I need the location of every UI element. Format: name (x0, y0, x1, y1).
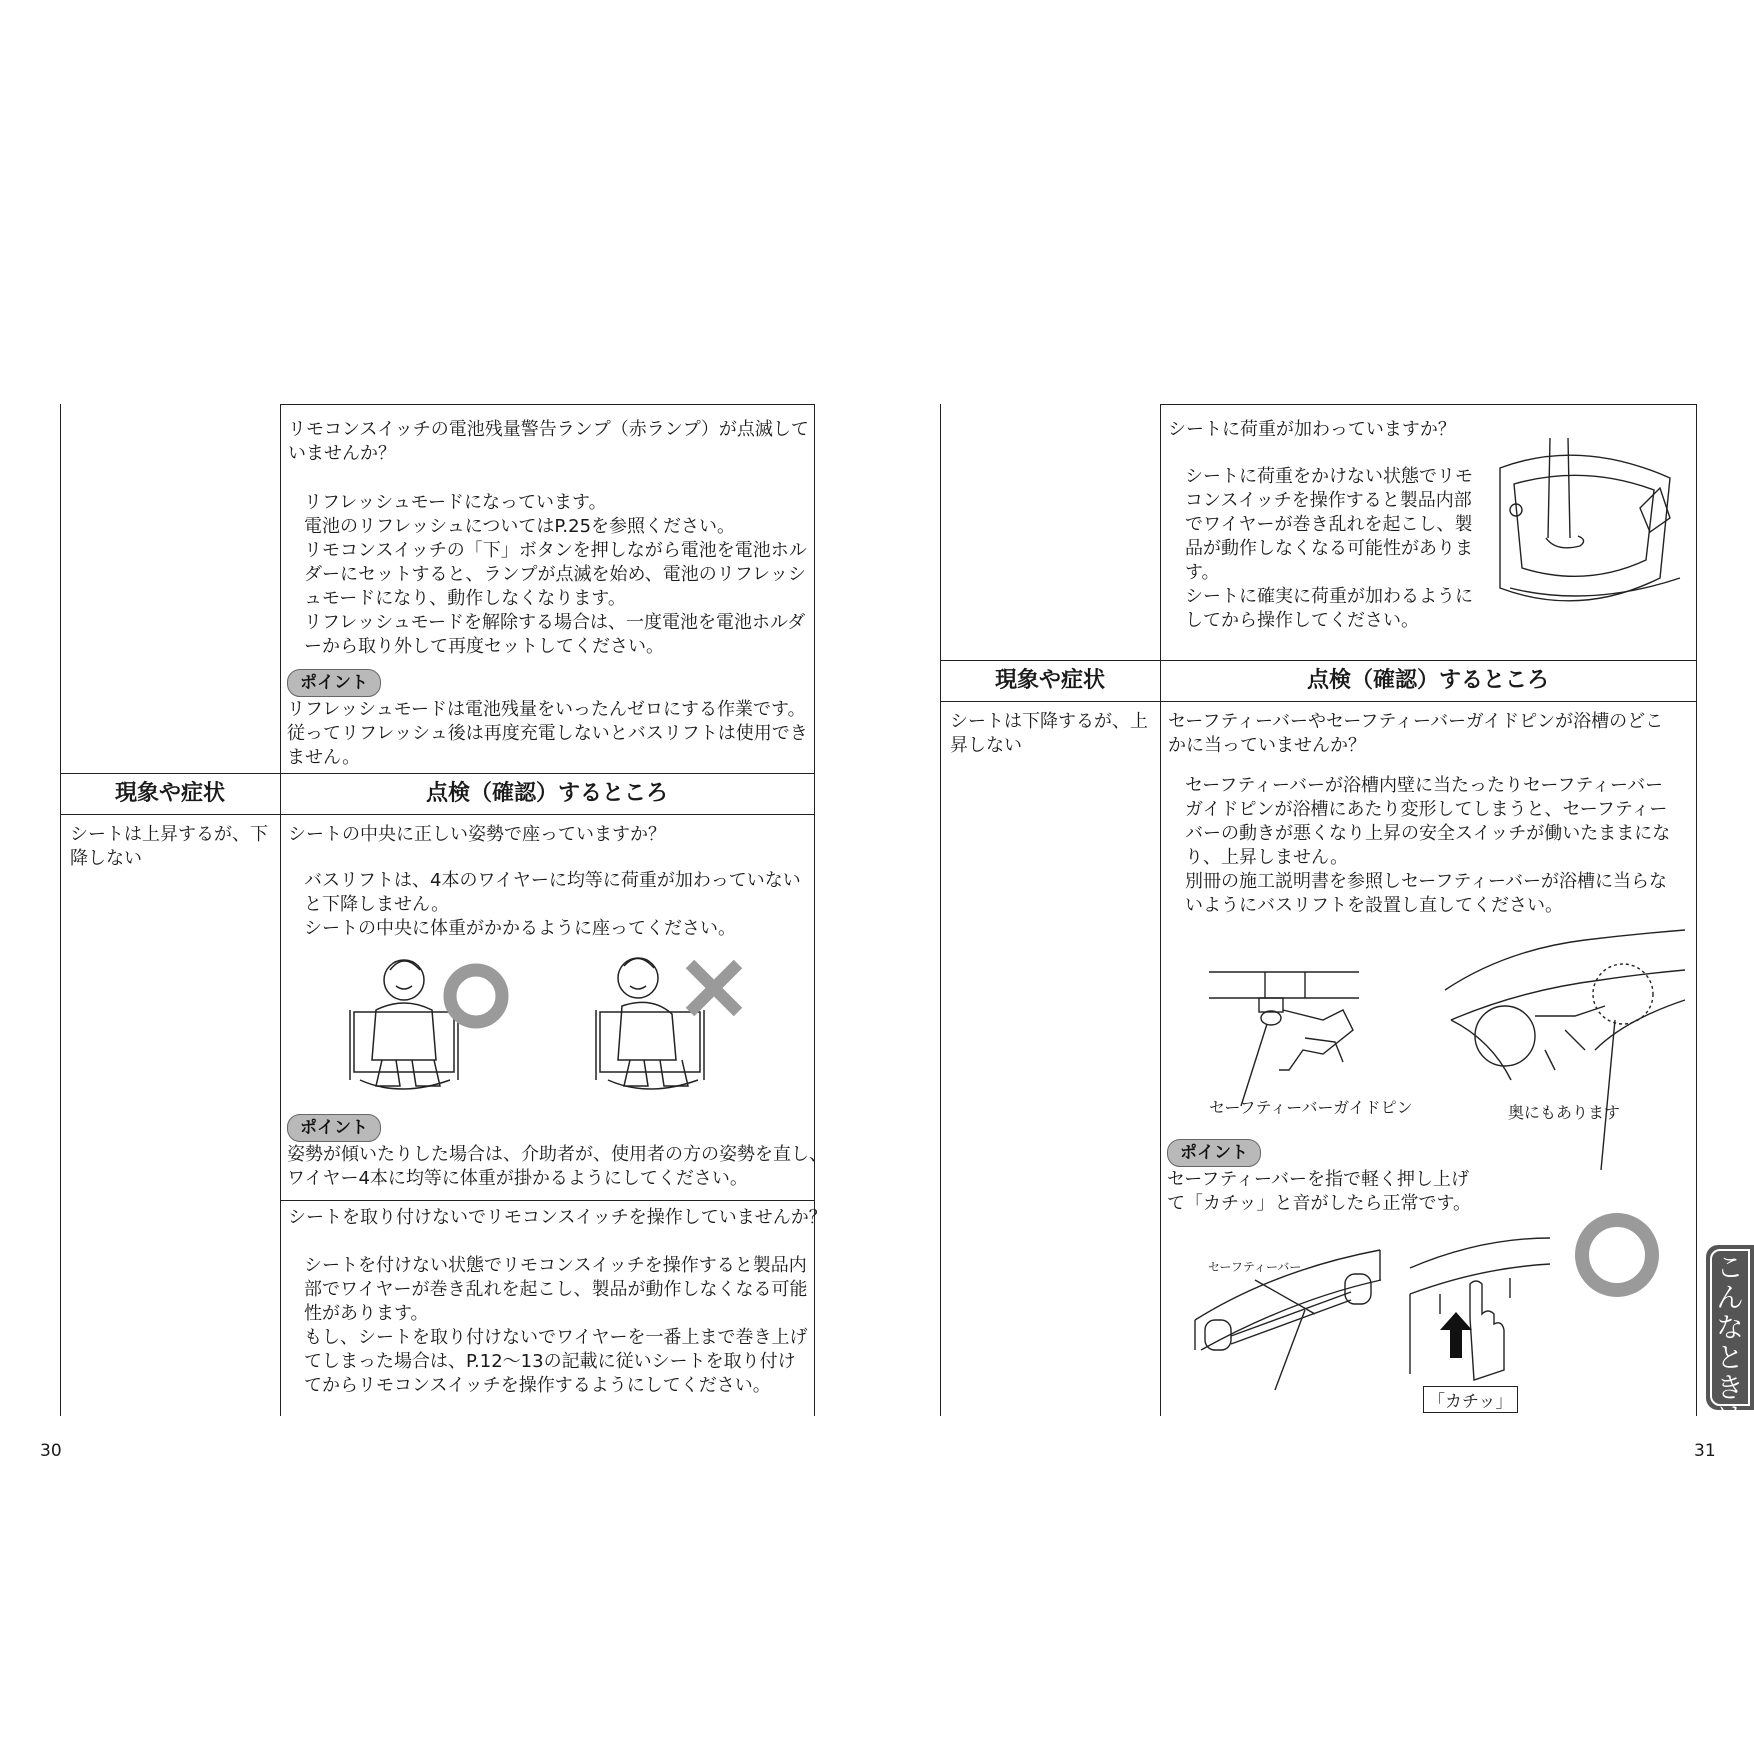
caption-safety-bar: セーフティーバー (1208, 1260, 1302, 1274)
left-top-border (280, 404, 814, 405)
side-tab-label: こんなときは (1716, 1253, 1744, 1434)
header-symptom: 現象や症状 (994, 668, 1105, 693)
arrow-up-icon (1440, 1312, 1472, 1358)
right-header-bottom (940, 701, 1696, 702)
battery-body: リフレッシュモードになっています。 電池のリフレッシュについてはP.25を参照ください。 リモコンスイッチの「下」ボタンを押しながら電池を電池ホル ダーにセットすると、ランプが点滅を始め、電池のリフレッシ ュモードになり、動作しなくなります。 リフレッシュモードを解除する場合は、一度電池を電池ホルダ ーから取り外して再度セットしてください。 (304, 492, 807, 657)
safety-bar-point-text: セーフティーバーを指で軽く押し上げ て「カチッ」と音がしたら正常です。 (1167, 1169, 1472, 1214)
circle-ok-mark (450, 970, 502, 1022)
safety-bar-question: セーフティーバーやセーフティーバーガイドピンが浴槽のどこ かに当っていませんか？ (1168, 711, 1664, 756)
load-question: シートに荷重が加わっていますか？ (1168, 419, 1456, 440)
load-body: シートに荷重をかけない状態でリモ コンスイッチを操作すると製品内部 でワイヤーが巻き乱れを起こし、製 品が動作しなくなる可能性がありま す。 シートに確実に荷重が加わるように してから操作してください。 (1185, 466, 1473, 631)
left-block-divider (280, 1200, 814, 1201)
no-seat-body: シートを付けない状態でリモコンスイッチを操作すると製品内 部でワイヤーが巻き乱れを起こし、製品が動作しなくなる可能 性があります。 もし、シートを取り付けないでワイヤーを一番上まで巻き上げ てしまった場合は、P.12～13の記載に従いシートを取り付け てからリモコンスイッチを操作するようにしてください。 (304, 1255, 808, 1396)
guide-pin-illustration (1205, 960, 1375, 1100)
bathtub-illustration (1445, 920, 1685, 1090)
header-symptom: 現象や症状 (114, 781, 225, 806)
symptom-text: シートは上昇するが、下 降しない (70, 824, 268, 869)
wrong-posture-illustration (590, 950, 770, 1100)
circle-ok-mark (1572, 1210, 1662, 1300)
posture-body: バスリフトは、4本のワイヤーに均等に荷重が加わっていない と下降しません。 シートの中央に体重がかかるように座ってください。 (304, 870, 801, 939)
left-right-border (814, 404, 815, 1416)
caption-back: 奥にもあります (1508, 1103, 1621, 1122)
battery-question: リモコンスイッチの電池残量警告ランプ（赤ランプ）が点滅して いませんか？ (288, 419, 809, 464)
point-badge: ポイント (287, 669, 381, 697)
finger-push-illustration (1410, 1238, 1550, 1388)
safety-bar-body: セーフティーバーが浴槽内壁に当たったりセーフティーバー ガイドピンが浴槽にあたり変形してしまうと、セーフティー バーの動きが悪くなり上昇の安全スイッチが働いたままにな り、上昇しません。 別冊の施工説明書を参照しセーフティーバーが浴槽に当らな いようにバスリフトを設置し直してください。 (1185, 775, 1671, 916)
hand-on-seat-illustration (1490, 438, 1690, 618)
left-header-bottom (60, 814, 814, 815)
page-number-left: 30 (40, 1441, 62, 1461)
posture-question: シートの中央に正しい姿勢で座っていますか？ (288, 824, 666, 845)
header-check: 点検（確認）するところ (425, 781, 668, 806)
left-outer-line (60, 404, 61, 1416)
point-badge: ポイント (1167, 1139, 1261, 1167)
right-top-border (1160, 404, 1696, 405)
correct-posture-illustration (340, 950, 520, 1100)
point-badge: ポイント (287, 1114, 381, 1142)
right-outer-line (940, 404, 941, 1416)
right-right-border (1696, 404, 1697, 1416)
right-col-divider (1160, 404, 1161, 1416)
symptom-text: シートは下降するが、上 昇しない (950, 711, 1148, 756)
caption-guide-pin: セーフティーバーガイドピン (1209, 1098, 1413, 1117)
left-col-divider (280, 404, 281, 1416)
caption-click: 「カチッ」 (1423, 1386, 1518, 1413)
cross-ng-mark (690, 964, 738, 1012)
posture-point-text: 姿勢が傾いたりした場合は、介助者が、使用者の方の姿勢を直し、 ワイヤー4本に均等に体重が掛かるようにしてください。 (287, 1144, 827, 1189)
header-check: 点検（確認）するところ (1306, 668, 1549, 693)
page-number-right: 31 (1694, 1441, 1716, 1461)
no-seat-question: シートを取り付けないでリモコンスイッチを操作していませんか？ (288, 1207, 827, 1228)
battery-point-text: リフレッシュモードは電池残量をいったんゼロにする作業です。 従ってリフレッシュ後は再度充電しないとバスリフトは使用でき ません。 (287, 699, 808, 768)
